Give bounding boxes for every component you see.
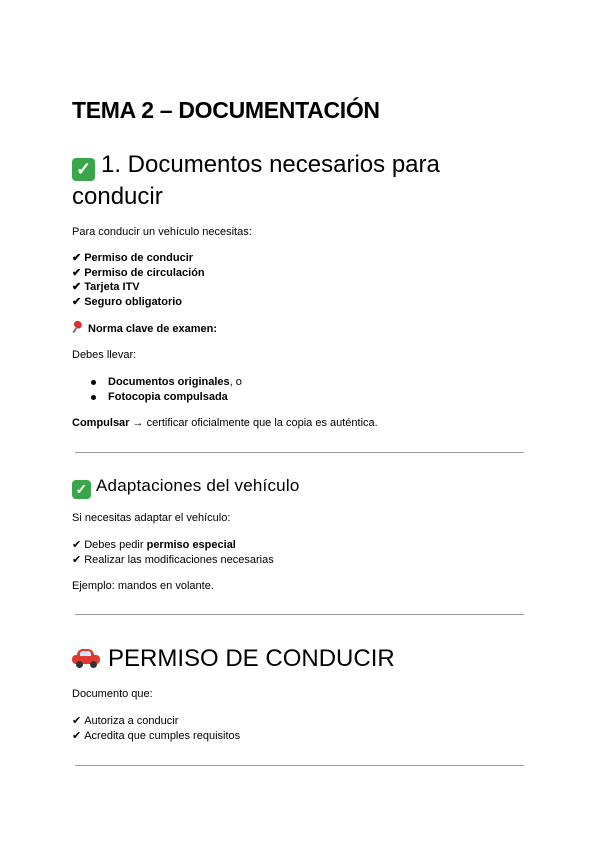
heavy-check-mark-icon: ✔ [72, 295, 82, 308]
heavy-check-mark-icon: ✔ [72, 553, 82, 566]
check-mark-button-icon: ✓ [72, 480, 91, 499]
heavy-check-mark-icon: ✔ [72, 715, 82, 727]
list-item: ✔ Permiso de circulación [72, 266, 205, 279]
divider [75, 765, 524, 766]
permit-list [72, 714, 240, 743]
heavy-check-mark-icon: ✔ [72, 266, 82, 279]
required-documents-list [72, 251, 205, 309]
section-heading-adaptaciones: ✓ Adaptaciones del vehículo [72, 476, 299, 499]
heavy-check-mark-icon: ✔ [72, 252, 82, 264]
list-item: ✔ Debes pedir permiso especial [72, 539, 236, 551]
example-text: Ejemplo: mandos en volante. [72, 580, 214, 592]
carry-options-list [72, 375, 242, 404]
divider [75, 614, 524, 615]
divider [75, 452, 524, 453]
section-heading-documentos: ✓ 1. Documentos necesarios para conducir [72, 151, 440, 210]
must-carry-text: Debes llevar: [72, 349, 137, 361]
check-mark-button-icon: ✓ [72, 158, 95, 181]
adaptation-intro: Si necesitas adaptar el vehículo: [72, 512, 231, 524]
list-item: ✔ Permiso de conducir [72, 252, 194, 264]
heavy-check-mark-icon: ✔ [72, 281, 82, 293]
list-item: ✔ Acredita que cumples requisitos [72, 729, 241, 742]
exam-note: Norma clave de examen: [72, 321, 217, 337]
permit-intro: Documento que: [72, 688, 153, 700]
page-title: TEMA 2 – DOCUMENTACIÓN [72, 97, 380, 123]
list-item: ✔ Autoriza a conducir [72, 715, 179, 727]
section-heading-permiso: PERMISO DE CONDUCIR [72, 645, 395, 673]
car-icon [72, 648, 100, 668]
list-item: ✔ Seguro obligatorio [72, 295, 182, 308]
heavy-check-mark-icon: ✔ [72, 729, 82, 742]
heavy-check-mark-icon: ✔ [72, 539, 82, 551]
list-item: Fotocopia compulsada [72, 390, 242, 405]
definition-text: Compulsar → certificar oficialmente que la copia es auténtica. [72, 417, 378, 429]
list-item: ✔ Realizar las modificaciones necesarias [72, 553, 274, 566]
list-item: ✔ Tarjeta ITV [72, 281, 140, 293]
pushpin-icon [72, 321, 84, 333]
list-item: Documentos originales, o [72, 375, 242, 390]
intro-text: Para conducir un vehículo necesitas: [72, 226, 252, 238]
adaptation-list [72, 538, 274, 567]
